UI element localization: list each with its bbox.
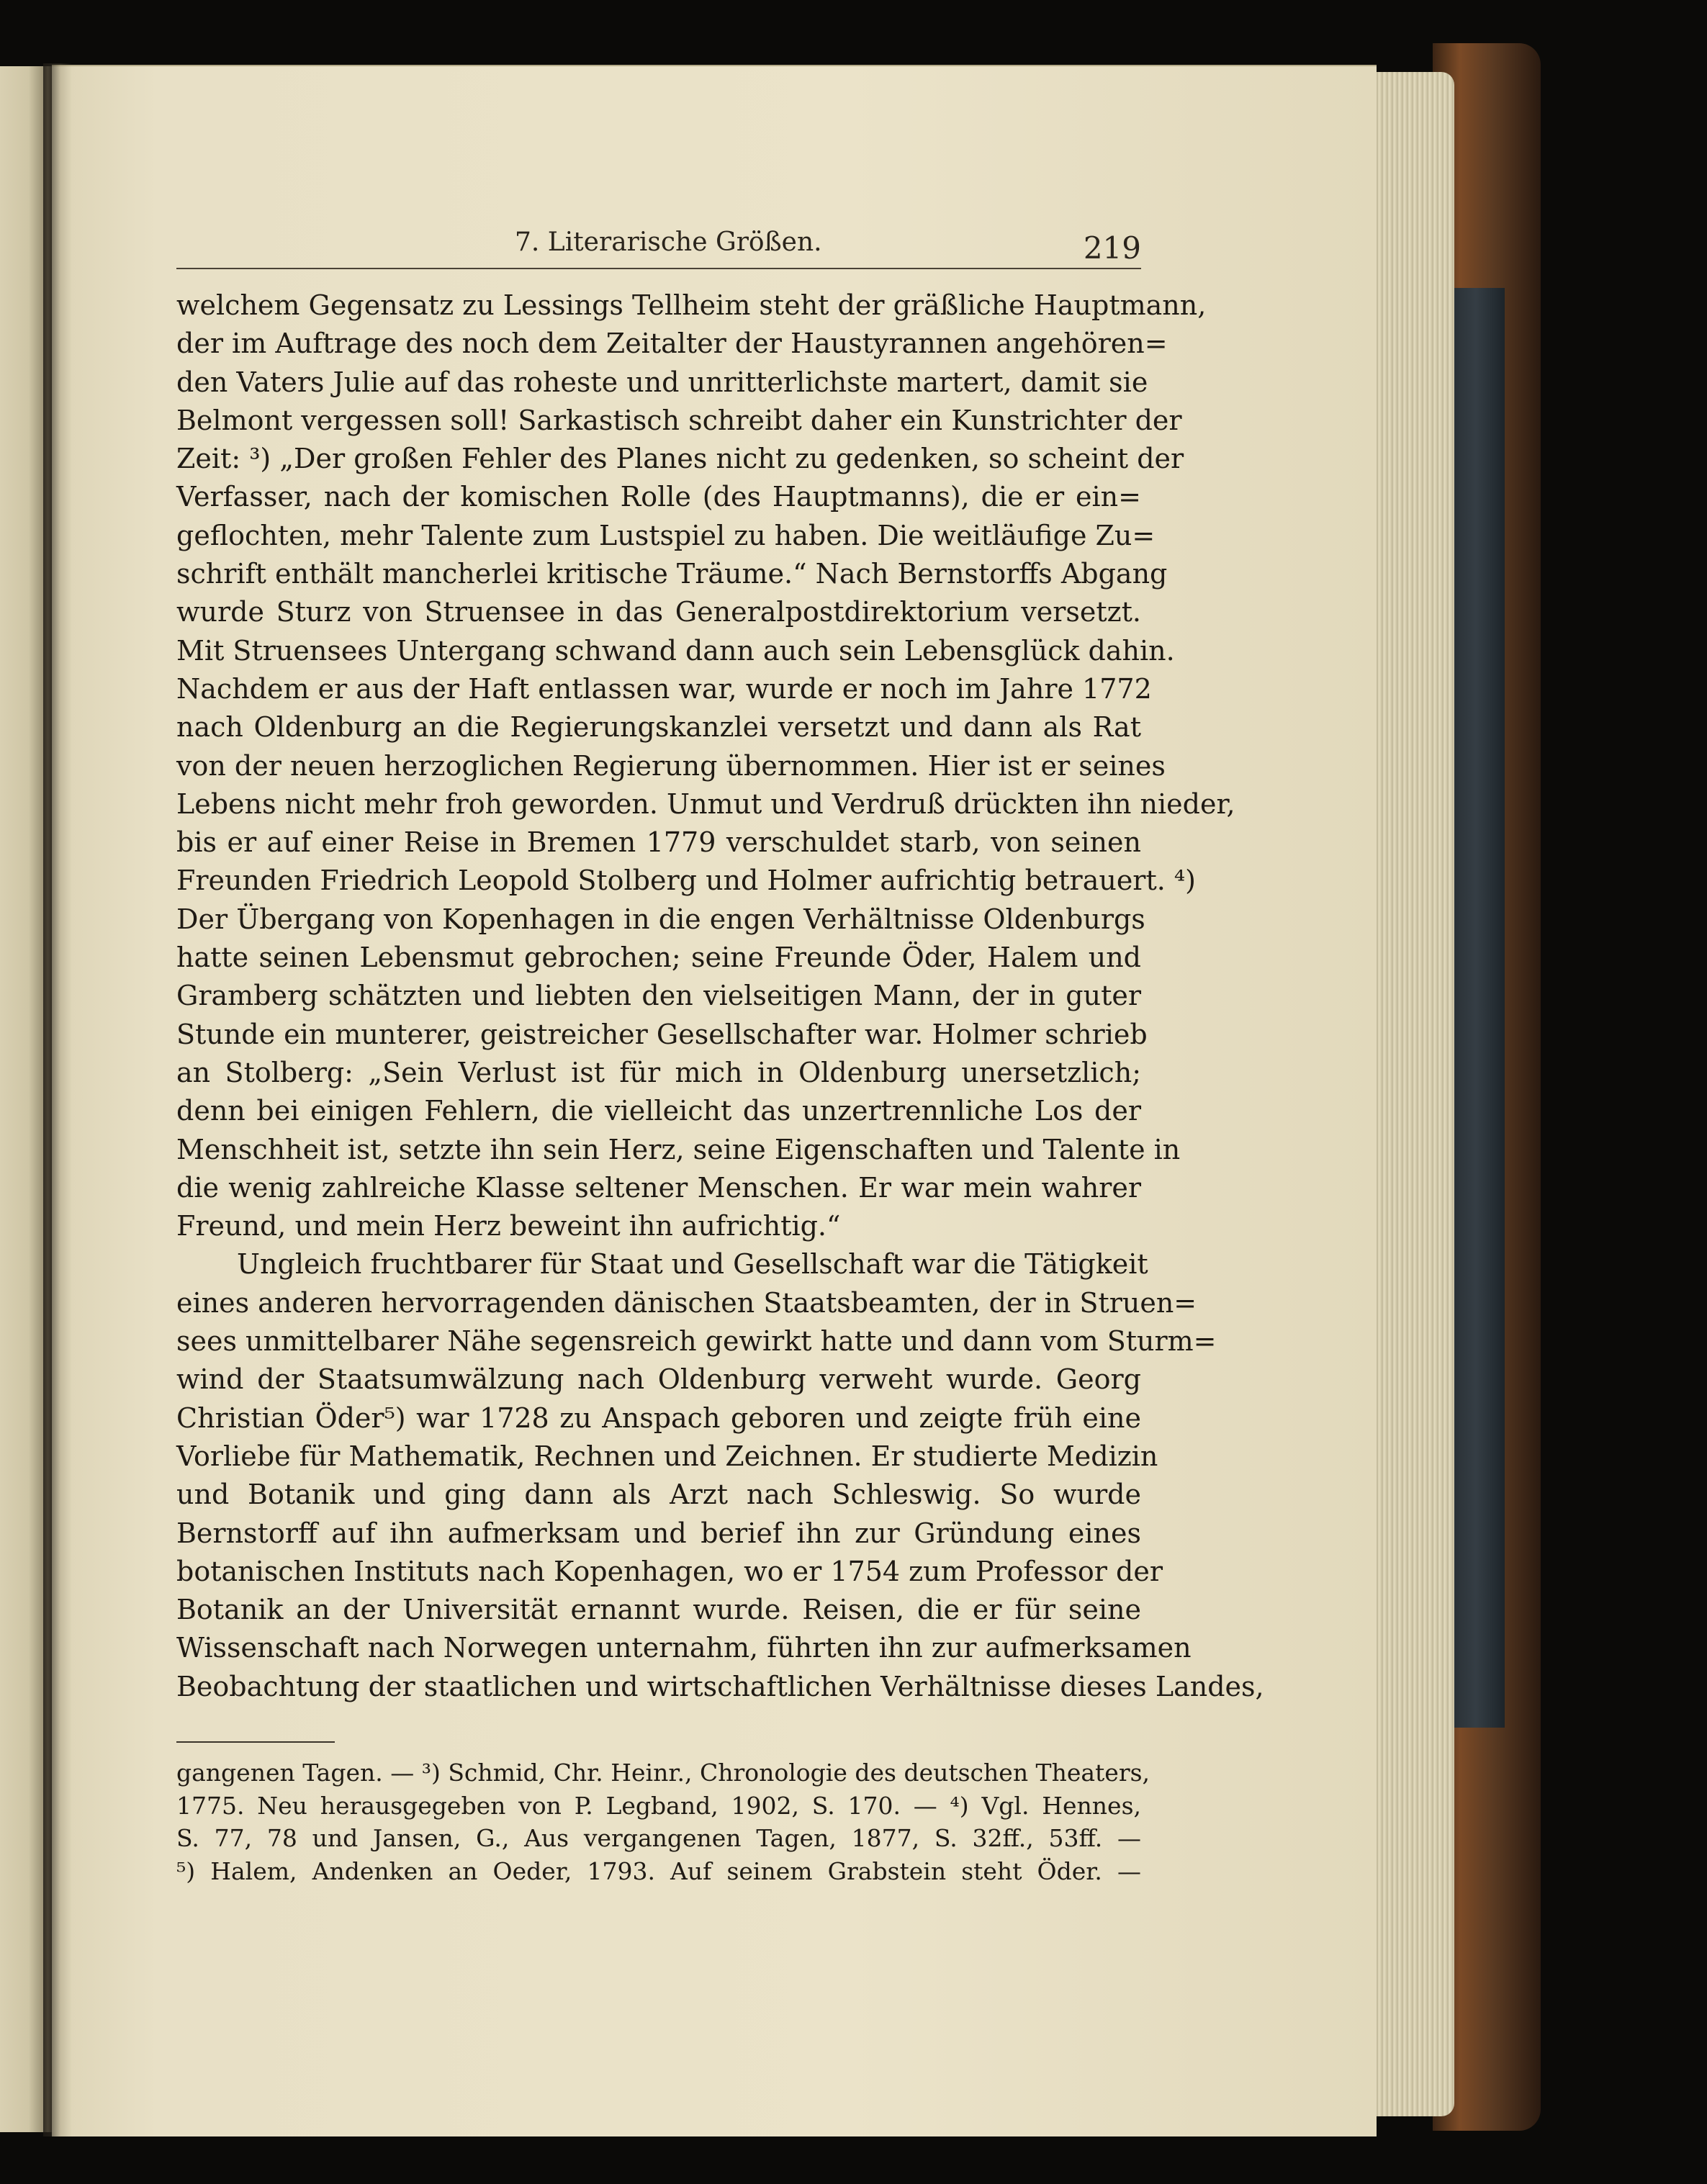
body-text (176, 286, 1264, 1706)
page-number: 219 (1083, 230, 1141, 266)
text-line: nach Oldenburg an die Regierungskanzlei versetzt und dann als Rat (176, 711, 1141, 744)
text-line: Belmont vergessen soll! Sarkastisch schreibt daher ein Kunstrichter der (176, 404, 1182, 436)
text-line: Beobachtung der staatlichen und wirtschaftlichen Verhältnisse dieses Landes, (176, 1670, 1264, 1702)
text-line: Der Übergang von Kopenhagen in die engen Verhältnisse Oldenburgs (176, 903, 1145, 935)
text-line: Verfasser, nach der komischen Rolle (des Hauptmanns), die er ein= (176, 481, 1141, 513)
footnotes (176, 1756, 1150, 1887)
footnote-line: S. 77, 78 und Jansen, G., Aus vergangenen Tagen, 1877, S. 32ff., 53ff. — (176, 1824, 1141, 1852)
cover-cloth-strip (1447, 288, 1505, 1728)
text-line: hatte seinen Lebensmut gebrochen; seine Freunde Öder, Halem und (176, 942, 1141, 974)
text-line: schrift enthält mancherlei kritische Träume.“ Nach Bernstorffs Abgang (176, 558, 1168, 590)
text-line: von der neuen herzoglichen Regierung übernommen. Hier ist er seines (176, 749, 1166, 782)
text-line: wurde Sturz von Struensee in das Generalpostdirektorium versetzt. (176, 596, 1141, 628)
text-line: bis er auf einer Reise in Bremen 1779 verschuldet starb, von seinen (176, 826, 1141, 859)
text-line: der im Auftrage des noch dem Zeitalter der Haustyrannen angehören= (176, 328, 1168, 360)
header-rule (176, 268, 1141, 269)
paragraph-start-line: Ungleich fruchtbarer für Staat und Gesellschaft war die Tätigkeit (237, 1248, 1148, 1281)
text-line: sees unmittelbarer Nähe segensreich gewirkt hatte und dann vom Sturm= (176, 1325, 1217, 1358)
text-line: Bernstorff auf ihn aufmerksam und berief ihn zur Gründung eines (176, 1517, 1141, 1549)
footnote-line: 1775. Neu herausgegeben von P. Legband, 1902, S. 170. — ⁴) Vgl. Hennes, (176, 1791, 1141, 1820)
gutter-shadow (43, 63, 72, 2136)
text-line: Zeit: ³) „Der großen Fehler des Planes nicht zu gedenken, so scheint der (176, 443, 1184, 475)
text-line: denn bei einigen Fehlern, die vielleicht das unzertrennliche Los der (176, 1095, 1141, 1127)
text-line: Mit Struensees Untergang schwand dann auch sein Lebensglück dahin. (176, 634, 1175, 667)
text-line: wind der Staatsumwälzung nach Oldenburg verweht wurde. Georg (176, 1363, 1141, 1396)
footnote-rule (176, 1741, 335, 1743)
text-line: die wenig zahlreiche Klasse seltener Menschen. Er war mein wahrer (176, 1171, 1141, 1204)
text-line: Menschheit ist, setzte ihn sein Herz, seine Eigenschaften und Talente in (176, 1133, 1181, 1165)
text-line: Lebens nicht mehr froh geworden. Unmut und Verdruß drückten ihn nieder, (176, 788, 1235, 820)
page-header (176, 223, 1141, 266)
text-line: geflochten, mehr Talente zum Lustspiel zu haben. Die weitläufige Zu= (176, 519, 1156, 551)
paragraph-end-line: Freund, und mein Herz beweint ihn aufrichtig.“ (176, 1210, 841, 1242)
text-line: eines anderen hervorragenden dänischen Staatsbeamten, der in Struen= (176, 1286, 1197, 1319)
text-line: Stunde ein munterer, geistreicher Gesellschafter war. Holmer schrieb (176, 1018, 1148, 1050)
running-head: 7. Literarische Größen. (515, 227, 822, 257)
text-line: Gramberg schätzten und liebten den vielseitigen Mann, der in guter (176, 980, 1141, 1012)
text-line: botanischen Instituts nach Kopenhagen, wo er 1754 zum Professor der (176, 1555, 1163, 1587)
text-line: Wissenschaft nach Norwegen unternahm, führten ihn zur aufmerksamen (176, 1632, 1192, 1664)
text-line: Nachdem er aus der Haft entlassen war, wurde er noch im Jahre 1772 (176, 672, 1152, 705)
text-line: an Stolberg: „Sein Verlust ist für mich in Oldenburg unersetzlich; (176, 1056, 1141, 1088)
text-line: und Botanik und ging dann als Arzt nach Schleswig. So wurde (176, 1479, 1141, 1511)
text-line: Freunden Friedrich Leopold Stolberg und Holmer aufrichtig betrauert. ⁴) (176, 865, 1196, 897)
text-line: Christian Öder⁵) war 1728 zu Anspach geboren und zeigte früh eine (176, 1402, 1141, 1434)
text-line: welchem Gegensatz zu Lessings Tellheim steht der gräßliche Hauptmann, (176, 289, 1207, 321)
text-line: Vorliebe für Mathematik, Rechnen und Zeichnen. Er studierte Medizin (176, 1440, 1158, 1472)
text-line: Botanik an der Universität ernannt wurde. Reisen, die er für seine (176, 1594, 1141, 1626)
text-line: den Vaters Julie auf das roheste und unritterlichste martert, damit sie (176, 366, 1148, 398)
footnote-line: ⁵) Halem, Andenken an Oeder, 1793. Auf seinem Grabstein steht Öder. — (176, 1856, 1141, 1885)
footnote-line: gangenen Tagen. — ³) Schmid, Chr. Heinr., Chronologie des deutschen Theaters, (176, 1759, 1150, 1787)
